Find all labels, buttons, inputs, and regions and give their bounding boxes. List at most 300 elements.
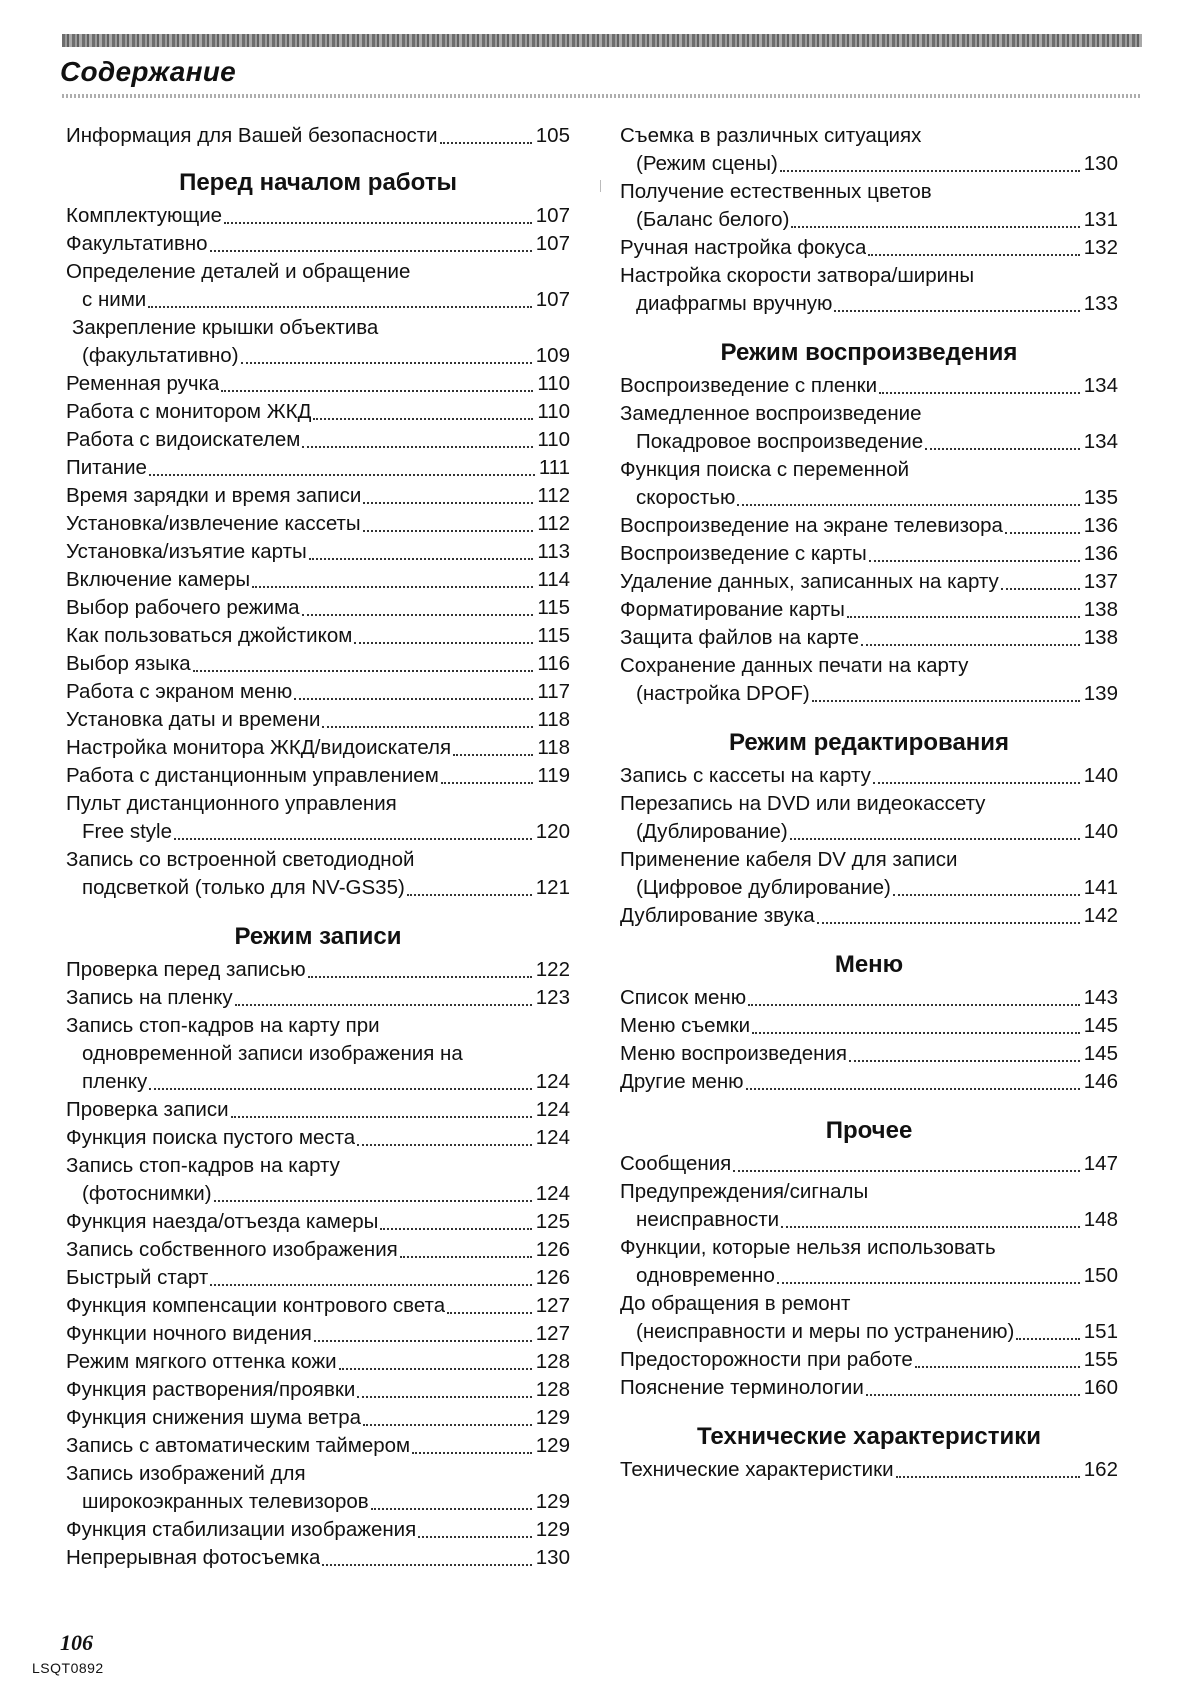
toc-entry	[620, 1318, 1118, 1346]
section-title-other: Прочее	[825, 1117, 913, 1144]
toc-entry	[66, 818, 570, 846]
toc-entry-line: Закрепление крышки объектива	[72, 316, 379, 339]
toc-entry-page: 107	[535, 204, 570, 227]
dot-leader	[357, 1144, 532, 1146]
toc-entry-line: Функции, которые нельзя использовать	[620, 1236, 996, 1259]
toc-entry-page: 142	[1083, 904, 1118, 927]
toc-entry-page: 140	[1083, 820, 1118, 843]
dot-leader	[447, 1312, 532, 1314]
toc-entry-page: 110	[537, 428, 570, 451]
toc-entry-page: 124	[535, 1098, 570, 1121]
dot-leader	[453, 754, 533, 756]
dot-leader	[925, 448, 1080, 450]
toc-entry	[620, 762, 1118, 790]
toc-entry-title: Выбор языка	[66, 652, 191, 675]
toc-entry-title: Режим мягкого оттенка кожи	[66, 1350, 337, 1373]
dot-leader	[893, 894, 1080, 896]
dot-leader	[400, 1256, 532, 1258]
toc-entry-title: (Баланс белого)	[636, 208, 790, 231]
toc-entry-title: скоростью	[636, 486, 736, 509]
toc-entry	[66, 678, 570, 706]
dot-leader	[746, 1088, 1080, 1090]
toc-entry	[66, 1180, 570, 1208]
toc-entry-page: 151	[1083, 1320, 1118, 1343]
dot-leader	[1001, 588, 1080, 590]
toc-entry-title: Питание	[66, 456, 147, 479]
toc-entry-page: 124	[535, 1182, 570, 1205]
dot-leader	[224, 222, 532, 224]
toc-entry-line: До обращения в ремонт	[620, 1292, 851, 1315]
toc-entry	[66, 1068, 570, 1096]
section-title-playback: Режим воспроизведения	[720, 339, 1018, 366]
toc-entry	[620, 428, 1118, 456]
dot-leader	[1016, 1338, 1079, 1340]
dot-leader	[231, 1116, 532, 1118]
toc-entry-page: 109	[535, 344, 570, 367]
toc-entry-page: 129	[535, 1406, 570, 1429]
dot-leader	[873, 782, 1080, 784]
header-decorative-band	[62, 34, 1142, 47]
toc-entry-page: 118	[537, 708, 570, 731]
toc-entry-line: Запись изображений для	[66, 1462, 306, 1485]
dot-leader	[294, 698, 533, 700]
toc-entry-title: Установка даты и времени	[66, 708, 321, 731]
toc-entry	[66, 762, 570, 790]
dot-leader	[339, 1368, 532, 1370]
toc-entry-title: Проверка перед записью	[66, 958, 306, 981]
toc-entry-page: 124	[535, 1070, 570, 1093]
dot-leader	[241, 362, 532, 364]
toc-entry-title: Покадровое воспроизведение	[636, 430, 924, 453]
toc-entry	[66, 1208, 570, 1236]
toc-entry-page: 133	[1083, 292, 1118, 315]
toc-entry-line: Пульт дистанционного управления	[66, 792, 397, 815]
toc-entry	[620, 1068, 1118, 1096]
dot-leader	[235, 1004, 532, 1006]
toc-entry-title: (Цифровое дублирование)	[636, 876, 891, 899]
toc-entry	[66, 1432, 570, 1460]
dot-leader	[252, 586, 533, 588]
toc-entry-page: 118	[537, 736, 570, 759]
toc-entry-title: пленку	[82, 1070, 148, 1093]
dot-leader	[148, 306, 532, 308]
toc-entry	[66, 202, 570, 230]
dot-leader	[866, 1394, 1080, 1396]
toc-entry-page: 127	[535, 1322, 570, 1345]
toc-entry-title: Установка/изъятие карты	[66, 540, 307, 563]
toc-entry-page: 155	[1083, 1348, 1118, 1371]
toc-entry	[66, 1236, 570, 1264]
dot-leader	[440, 142, 532, 144]
toc-entry-page: 128	[535, 1350, 570, 1373]
toc-entry-title: Воспроизведение с пленки	[620, 374, 878, 397]
toc-entry-page: 130	[1083, 152, 1118, 175]
dot-leader	[210, 1284, 532, 1286]
toc-entry-page: 138	[1083, 626, 1118, 649]
section-title-before-start: Перед началом работы	[179, 169, 457, 196]
toc-entry	[620, 818, 1118, 846]
toc-entry-title: (настройка DPOF)	[636, 682, 810, 705]
dot-leader	[737, 504, 1079, 506]
toc-entry	[620, 372, 1118, 400]
toc-entry-title: Запись собственного изображения	[66, 1238, 398, 1261]
toc-entry-title: Другие меню	[620, 1070, 744, 1093]
toc-entry-page: 134	[1083, 430, 1118, 453]
toc-entry-title: Free style	[82, 820, 172, 843]
toc-entry-title: Выбор рабочего режима	[66, 596, 300, 619]
toc-entry-title: Быстрый старт	[66, 1266, 209, 1289]
toc-entry-page: 105	[535, 124, 570, 147]
dot-leader	[357, 1396, 531, 1398]
toc-entry-title: Защита файлов на карте	[620, 626, 860, 649]
toc-entry	[66, 1376, 570, 1404]
toc-entry	[620, 568, 1118, 596]
toc-entry	[620, 1150, 1118, 1178]
toc-entry	[66, 706, 570, 734]
toc-entry	[620, 290, 1118, 318]
toc-entry-title: Меню воспроизведения	[620, 1042, 848, 1065]
toc-entry-title: подсветкой (только для NV-GS35)	[82, 876, 405, 899]
toc-entry	[66, 956, 570, 984]
toc-entry-line: Применение кабеля DV для записи	[620, 848, 958, 871]
toc-entry-page: 115	[537, 596, 570, 619]
toc-entry	[66, 426, 570, 454]
toc-entry	[66, 1544, 570, 1572]
toc-entry-title: Функция поиска пустого места	[66, 1126, 356, 1149]
toc-entry-line: Перезапись на DVD или видеокассету	[620, 792, 986, 815]
dot-leader	[149, 474, 535, 476]
toc-entry-title: Дублирование звука	[620, 904, 815, 927]
toc-entry-page: 107	[535, 232, 570, 255]
toc-entry-title: Технические характеристики	[620, 1458, 894, 1481]
toc-entry-title: Факультативно	[66, 232, 208, 255]
toc-entry-title: Запись с кассеты на карту	[620, 764, 871, 787]
toc-entry-page: 162	[1083, 1458, 1118, 1481]
toc-entry-line: Функция поиска с переменной	[620, 458, 910, 481]
toc-entry	[620, 540, 1118, 568]
toc-entry-page: 117	[537, 680, 570, 703]
toc-entry	[66, 1320, 570, 1348]
toc-entry-page: 107	[535, 288, 570, 311]
dot-leader	[868, 254, 1079, 256]
toc-entry-title: Работа с видоискателем	[66, 428, 301, 451]
dot-leader	[879, 392, 1080, 394]
toc-entry	[620, 984, 1118, 1012]
toc-entry	[620, 1374, 1118, 1402]
toc-entry	[620, 206, 1118, 234]
dot-leader	[817, 922, 1080, 924]
toc-entry	[620, 234, 1118, 262]
toc-left-column	[66, 122, 570, 1572]
toc-entry	[66, 650, 570, 678]
toc-entry-line: Запись стоп-кадров на карту при	[66, 1014, 380, 1037]
toc-entry-title: Функция стабилизации изображения	[66, 1518, 417, 1541]
toc-entry-page: 116	[537, 652, 570, 675]
toc-entry-line: Запись стоп-кадров на карту	[66, 1154, 340, 1177]
section-title-recording: Режим записи	[234, 923, 402, 950]
toc-entry-title: (Дублирование)	[636, 820, 788, 843]
toc-entry	[66, 1264, 570, 1292]
toc-entry-title: Список меню	[620, 986, 747, 1009]
dot-leader	[412, 1452, 532, 1454]
dot-leader	[354, 642, 533, 644]
toc-entry	[620, 680, 1118, 708]
dot-leader	[322, 1564, 531, 1566]
toc-entry	[620, 1262, 1118, 1290]
toc-entry	[620, 1456, 1118, 1484]
toc-entry-title: (факультативно)	[82, 344, 239, 367]
toc-entry-page: 150	[1083, 1264, 1118, 1287]
toc-entry-page: 143	[1083, 986, 1118, 1009]
toc-entry	[66, 230, 570, 258]
toc-entry-title: Ременная ручка	[66, 372, 220, 395]
toc-entry-line: Настройка скорости затвора/ширины	[620, 264, 975, 287]
toc-entry-page: 145	[1083, 1042, 1118, 1065]
toc-entry	[66, 1096, 570, 1124]
toc-entry-line: Сохранение данных печати на карту	[620, 654, 969, 677]
toc-entry-page: 126	[535, 1266, 570, 1289]
dot-leader	[309, 558, 534, 560]
toc-entry	[66, 286, 570, 314]
toc-entry-page: 111	[538, 456, 570, 479]
dot-leader	[1005, 532, 1080, 534]
toc-entry	[66, 734, 570, 762]
toc-entry-page: 136	[1083, 514, 1118, 537]
toc-entry-title: (фотоснимки)	[82, 1182, 212, 1205]
toc-entry-title: Функции ночного видения	[66, 1322, 312, 1345]
dot-leader	[915, 1366, 1080, 1368]
dot-leader	[214, 1200, 532, 1202]
toc-entry-title: Функция наезда/отъезда камеры	[66, 1210, 379, 1233]
toc-entry	[620, 624, 1118, 652]
dot-leader	[313, 418, 533, 420]
toc-entry-title: Функция растворения/проявки	[66, 1378, 356, 1401]
dot-leader	[780, 170, 1080, 172]
dot-leader	[371, 1508, 532, 1510]
toc-entry	[620, 484, 1118, 512]
toc-entry-title: Комплектующие	[66, 204, 223, 227]
toc-entry-line: Запись со встроенной светодиодной	[66, 848, 415, 871]
toc-entry-title: неисправности	[636, 1208, 780, 1231]
toc-entry-title: Пояснение терминологии	[620, 1376, 864, 1399]
dot-leader	[221, 390, 533, 392]
dot-leader	[812, 700, 1080, 702]
toc-entry-title: Как пользоваться джойстиком	[66, 624, 353, 647]
dot-leader	[781, 1226, 1080, 1228]
toc-entry	[66, 370, 570, 398]
toc-entry	[620, 1206, 1118, 1234]
toc-entry	[620, 596, 1118, 624]
section-title-editing: Режим редактирования	[728, 729, 1010, 756]
toc-entry	[620, 1346, 1118, 1374]
toc-entry-page: 123	[535, 986, 570, 1009]
toc-entry-page: 160	[1083, 1376, 1118, 1399]
document-code: LSQT0892	[32, 1660, 104, 1676]
dot-leader	[849, 1060, 1080, 1062]
toc-entry	[66, 984, 570, 1012]
toc-entry-title: Время зарядки и время записи	[66, 484, 362, 507]
toc-entry-line: Получение естественных цветов	[620, 180, 932, 203]
toc-entry-page: 147	[1083, 1152, 1118, 1175]
toc-entry-title: Меню съемки	[620, 1014, 751, 1037]
toc-entry	[66, 510, 570, 538]
dot-leader	[777, 1282, 1080, 1284]
toc-entry-line: Замедленное воспроизведение	[620, 402, 922, 425]
toc-entry-title: Работа с монитором ЖКД	[66, 400, 312, 423]
dot-leader	[363, 530, 534, 532]
toc-entry-page: 119	[537, 764, 570, 787]
dot-leader	[363, 502, 533, 504]
toc-entry	[620, 1040, 1118, 1068]
toc-entry	[66, 122, 570, 150]
toc-entry-title: Предосторожности при работе	[620, 1348, 913, 1371]
toc-entry-page: 137	[1083, 570, 1118, 593]
toc-entry-title: Работа с дистанционным управлением	[66, 764, 439, 787]
toc-entry-title: широкоэкранных телевизоров	[82, 1490, 369, 1513]
dot-leader	[791, 226, 1079, 228]
toc-entry-title: (неисправности и меры по устранению)	[636, 1320, 1015, 1343]
dot-leader	[748, 1004, 1080, 1006]
toc-entry-page: 110	[537, 372, 570, 395]
toc-entry	[620, 874, 1118, 902]
toc-entry-page: 145	[1083, 1014, 1118, 1037]
toc-entry-page: 122	[535, 958, 570, 981]
toc-entry	[620, 902, 1118, 930]
toc-entry-page: 131	[1083, 208, 1118, 231]
title-rule	[62, 94, 1142, 98]
toc-entry	[620, 512, 1118, 540]
toc-entry-line: Съемка в различных ситуациях	[620, 124, 922, 147]
dot-leader	[869, 560, 1080, 562]
toc-entry-page: 120	[535, 820, 570, 843]
toc-entry	[66, 1516, 570, 1544]
dot-leader	[363, 1424, 532, 1426]
toc-entry-title: Проверка записи	[66, 1098, 229, 1121]
toc-entry-page: 139	[1083, 682, 1118, 705]
toc-entry-page: 112	[537, 512, 570, 535]
dot-leader	[193, 670, 534, 672]
toc-entry-page: 114	[537, 568, 570, 591]
toc-entry-page: 141	[1083, 876, 1118, 899]
toc-entry-title: Сообщения	[620, 1152, 732, 1175]
toc-entry-page: 130	[535, 1546, 570, 1569]
dot-leader	[418, 1536, 532, 1538]
toc-entry	[66, 538, 570, 566]
toc-entry-page: 129	[535, 1434, 570, 1457]
toc-entry-title: Включение камеры	[66, 568, 251, 591]
toc-entry-page: 126	[535, 1238, 570, 1261]
page-title: Содержание	[60, 56, 237, 87]
toc-entry-page: 129	[535, 1490, 570, 1513]
toc-entry-line: Предупреждения/сигналы	[620, 1180, 869, 1203]
dot-leader	[174, 838, 532, 840]
dot-leader	[380, 1228, 531, 1230]
toc-entry-title: Установка/извлечение кассеты	[66, 512, 361, 535]
toc-entry-page: 125	[535, 1210, 570, 1233]
toc-entry	[66, 342, 570, 370]
toc-entry	[66, 874, 570, 902]
dot-leader	[733, 1170, 1080, 1172]
toc-entry-page: 115	[537, 624, 570, 647]
dot-leader	[896, 1476, 1080, 1478]
section-title-menu: Меню	[834, 951, 904, 978]
dot-leader	[834, 310, 1079, 312]
toc-entry	[620, 1012, 1118, 1040]
toc-entry-page: 135	[1083, 486, 1118, 509]
toc-entry-page: 148	[1083, 1208, 1118, 1231]
toc-entry-page: 127	[535, 1294, 570, 1317]
toc-entry-line: одновременной записи изображения на	[82, 1042, 463, 1065]
toc-entry-page: 128	[535, 1378, 570, 1401]
dot-leader	[210, 250, 532, 252]
toc-entry-page: 113	[537, 540, 570, 563]
toc-entry	[66, 398, 570, 426]
toc-entry-page: 146	[1083, 1070, 1118, 1093]
section-title-specifications: Технические характеристики	[696, 1423, 1042, 1450]
toc-entry-page: 124	[535, 1126, 570, 1149]
toc-entry-title: Настройка монитора ЖКД/видоискателя	[66, 736, 452, 759]
page-number: 106	[60, 1630, 93, 1655]
toc-entry-page: 134	[1083, 374, 1118, 397]
dot-leader	[149, 1088, 532, 1090]
toc-entry	[66, 1404, 570, 1432]
toc-entry-page: 121	[535, 876, 570, 899]
toc-entry	[66, 622, 570, 650]
toc-entry-title: Информация для Вашей безопасности	[66, 124, 438, 147]
column-divider-tick	[600, 180, 601, 192]
toc-entry-page: 112	[537, 484, 570, 507]
toc-entry-title: одновременно	[636, 1264, 775, 1287]
toc-right-column	[620, 122, 1118, 1484]
toc-entry	[66, 566, 570, 594]
toc-entry-title: Ручная настройка фокуса	[620, 236, 867, 259]
toc-entry	[66, 1124, 570, 1152]
toc-entry	[620, 150, 1118, 178]
dot-leader	[407, 894, 532, 896]
dot-leader	[861, 644, 1080, 646]
toc-entry-page: 129	[535, 1518, 570, 1541]
toc-entry	[66, 1348, 570, 1376]
dot-leader	[302, 614, 534, 616]
toc-entry	[66, 482, 570, 510]
toc-entry-title: (Режим сцены)	[636, 152, 778, 175]
toc-entry-title: Непрерывная фотосъемка	[66, 1546, 321, 1569]
dot-leader	[302, 446, 533, 448]
toc-entry-title: Воспроизведение с карты	[620, 542, 867, 565]
dot-leader	[790, 838, 1080, 840]
toc-entry-page: 138	[1083, 598, 1118, 621]
toc-entry-page: 140	[1083, 764, 1118, 787]
dot-leader	[847, 616, 1080, 618]
toc-entry-title: Запись на пленку	[66, 986, 233, 1009]
toc-entry	[66, 1292, 570, 1320]
dot-leader	[441, 782, 534, 784]
toc-entry-title: Удаление данных, записанных на карту	[620, 570, 999, 593]
toc-entry-line: Определение деталей и обращение	[66, 260, 411, 283]
dot-leader	[314, 1340, 532, 1342]
toc-entry-page: 136	[1083, 542, 1118, 565]
toc-entry-title: Воспроизведение на экране телевизора	[620, 514, 1003, 537]
toc-entry-title: Функция снижения шума ветра	[66, 1406, 362, 1429]
toc-entry-title: Работа с экраном меню	[66, 680, 293, 703]
toc-entry-title: Запись с автоматическим таймером	[66, 1434, 411, 1457]
toc-entry-title: диафрагмы вручную	[636, 292, 833, 315]
toc-entry-page: 132	[1083, 236, 1118, 259]
dot-leader	[322, 726, 533, 728]
dot-leader	[308, 976, 532, 978]
toc-entry	[66, 594, 570, 622]
toc-entry	[66, 454, 570, 482]
